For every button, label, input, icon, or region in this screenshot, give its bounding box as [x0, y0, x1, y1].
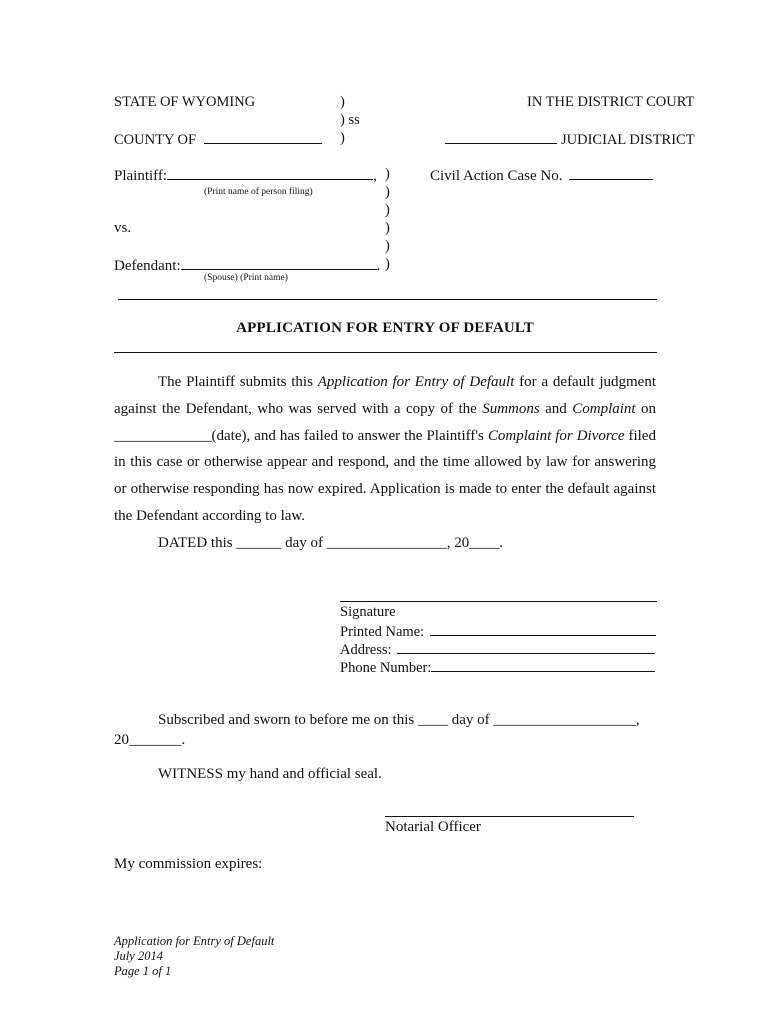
spouse-note: (Spouse) (Print name) [204, 273, 288, 283]
witness-line: WITNESS my hand and official seal. [158, 766, 382, 782]
body-emphasis: Complaint for Divorce [487, 427, 625, 444]
case-number-field[interactable] [569, 166, 653, 180]
court-label: IN THE DISTRICT COURT [527, 94, 695, 110]
case-number-label: Civil Action Case No. [430, 168, 563, 184]
printed-name-row [340, 622, 656, 641]
plaintiff-label: Plaintiff: [114, 168, 168, 184]
address-label: Address: [340, 642, 392, 658]
state-label: STATE OF WYOMING [114, 94, 256, 110]
caption-paren: ) [385, 256, 390, 272]
footer-date: July 2014 [114, 949, 163, 963]
print-name-note: (Print name of person filing) [204, 187, 313, 197]
phone-field[interactable] [431, 658, 655, 672]
case-number [430, 166, 653, 185]
signature-line[interactable] [340, 601, 657, 602]
body-text: and [539, 400, 573, 417]
caption-ss: ) ss [340, 112, 360, 128]
application-body [114, 369, 656, 530]
notary-signature-line[interactable] [385, 816, 634, 817]
phone-label: Phone Number: [340, 660, 432, 676]
phone-row [340, 658, 655, 677]
defendant-label: Defendant: [114, 258, 181, 274]
service-date-field[interactable]: _____________ [114, 427, 212, 444]
printed-name-label: Printed Name: [340, 624, 425, 640]
commission-expires: My commission expires: [114, 856, 263, 872]
plaintiff-name-field[interactable] [167, 166, 373, 180]
body-text: The Plaintiff submits this [158, 374, 318, 390]
caption-paren: ) [340, 94, 345, 110]
plaintiff-line [114, 166, 377, 185]
body-text: filed in this case or otherwise appear and respond, and the time allowed by law for answering or otherwise responding has now expired. Application is made to enter the default against the Defendant according to law. [114, 427, 656, 524]
document-title: APPLICATION FOR ENTRY OF DEFAULT [236, 320, 534, 336]
application-paragraph [114, 369, 656, 530]
county-label-text: COUNTY OF [114, 132, 197, 148]
body-emphasis: Summons [482, 400, 540, 417]
footer-page: Page 1 of 1 [114, 964, 172, 978]
title-top-rule [118, 299, 657, 300]
vs-label: vs. [114, 220, 132, 236]
body-text: on [635, 400, 656, 417]
caption-paren: ) [385, 184, 390, 200]
plaintiff-comma: , [373, 168, 377, 184]
body-emphasis: Complaint [572, 400, 636, 417]
dated-line[interactable]: DATED this ______ day of ________________, 20____. [158, 535, 503, 551]
judicial-district-label: JUDICIAL DISTRICT [561, 132, 695, 148]
footer-form-name: Application for Entry of Default [114, 934, 275, 948]
title-bottom-rule [114, 352, 657, 353]
county-field[interactable] [204, 130, 322, 144]
caption-paren: ) [385, 220, 390, 236]
caption-paren: ) [385, 166, 390, 182]
body-text: for a default judgment against the Defendant, who was served with a copy of the [114, 374, 657, 417]
caption-paren: ) [385, 202, 390, 218]
address-field[interactable] [397, 640, 655, 654]
defendant-period: . [376, 258, 381, 274]
body-text: (date), and has failed to answer the Plaintiff's [211, 427, 488, 444]
year-line[interactable]: 20_______. [114, 732, 186, 748]
caption-paren: ) [385, 238, 390, 254]
signature-label: Signature [340, 604, 396, 620]
address-row [340, 640, 655, 659]
county-label [114, 130, 322, 149]
printed-name-field[interactable] [430, 622, 656, 636]
defendant-name-field[interactable] [181, 256, 377, 270]
subscribed-line[interactable]: Subscribed and sworn to before me on this ____ day of ___________________, [158, 712, 640, 728]
body-emphasis: Application for Entry of Default [317, 374, 515, 390]
caption-paren: ) [340, 130, 345, 146]
judicial-district [445, 130, 695, 149]
notarial-officer-label: Notarial Officer [385, 819, 481, 835]
district-number-field[interactable] [445, 130, 557, 144]
